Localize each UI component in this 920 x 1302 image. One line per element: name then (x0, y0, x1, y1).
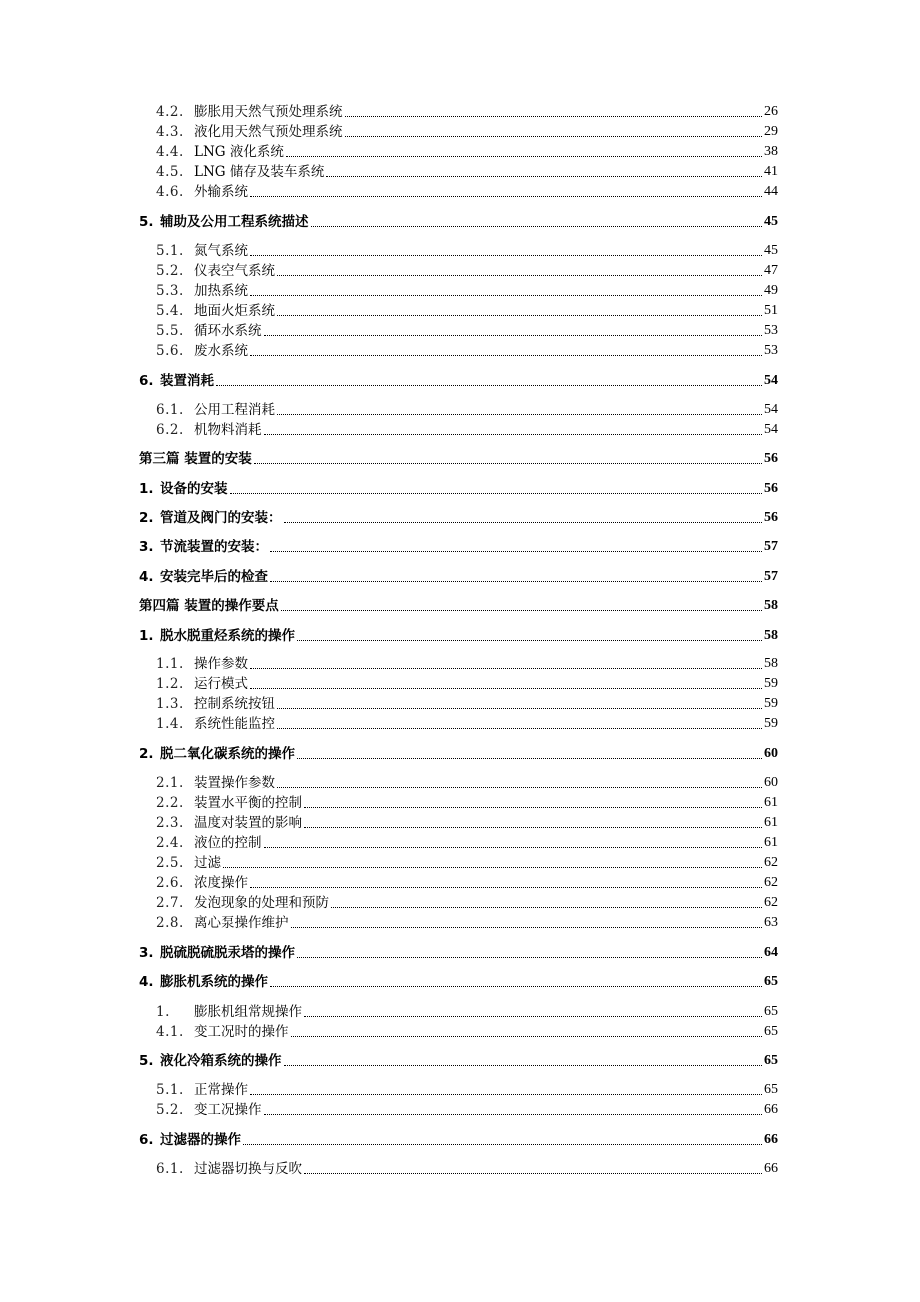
toc-entry[interactable] (0, 853, 920, 873)
toc-dot-leader (291, 1036, 762, 1037)
toc-entry[interactable] (0, 893, 920, 913)
toc-dot-leader (304, 1173, 762, 1174)
toc-entry-number: 4.1. (156, 1024, 184, 1040)
toc-entry-number: 5.2. (156, 1102, 184, 1118)
toc-entry[interactable] (0, 1002, 920, 1022)
toc-entry-number: 4.4. (156, 144, 184, 160)
toc-entry-number: 2.3. (156, 815, 184, 831)
toc-dot-leader (264, 1114, 762, 1115)
toc-entry[interactable] (0, 943, 920, 963)
toc-dot-leader (270, 581, 762, 582)
toc-entry-page-number: 58 (764, 598, 778, 613)
toc-entry-title: 装置消耗 (160, 373, 214, 389)
toc-entry-title: 辅助及公用工程系统描述 (160, 214, 309, 230)
toc-entry-page-number: 54 (764, 422, 778, 437)
toc-entry-title: 过滤器的操作 (160, 1132, 241, 1148)
toc-entry-number: 6.2. (156, 422, 184, 438)
toc-entry-title: 变工况时的操作 (194, 1024, 289, 1040)
toc-entry-title: 机物料消耗 (194, 422, 262, 438)
toc-entry-page-number: 64 (764, 945, 778, 960)
toc-entry[interactable] (0, 567, 920, 587)
toc-entry-page-number: 53 (764, 343, 778, 358)
toc-entry-number: 5. (139, 214, 154, 230)
toc-entry-page-number: 58 (764, 656, 778, 671)
toc-entry[interactable] (0, 773, 920, 793)
toc-entry-title: 节流装置的安装： (160, 539, 268, 555)
toc-dot-leader (291, 927, 762, 928)
toc-entry-number: 5.2. (156, 263, 184, 279)
toc-entry-page-number: 66 (764, 1161, 778, 1176)
toc-entry-number: 4.5. (156, 164, 184, 180)
toc-dot-leader (250, 887, 762, 888)
toc-dot-leader (216, 385, 762, 386)
toc-entry-number: 6. (139, 1132, 154, 1148)
toc-entry-number: 6. (139, 373, 154, 389)
toc-entry[interactable] (0, 913, 920, 933)
toc-dot-leader (277, 414, 762, 415)
toc-entry-page-number: 57 (764, 539, 778, 554)
toc-entry-number: 5.4. (156, 303, 184, 319)
toc-entry-number: 6.1. (156, 402, 184, 418)
toc-entry-number: 5.6. (156, 343, 184, 359)
toc-entry[interactable] (0, 873, 920, 893)
toc-entry-page-number: 63 (764, 915, 778, 930)
toc-entry-number: 5.3. (156, 283, 184, 299)
toc-dot-leader (250, 688, 762, 689)
toc-entry-title: 仪表空气系统 (194, 263, 275, 279)
toc-entry[interactable] (0, 1022, 920, 1042)
toc-entry-page-number: 66 (764, 1132, 778, 1147)
toc-entry-title: 变工况操作 (194, 1102, 262, 1118)
toc-entry-page-number: 45 (764, 214, 778, 229)
toc-entry-title: 废水系统 (194, 343, 248, 359)
toc-dot-leader (326, 176, 762, 177)
toc-dot-leader (277, 728, 762, 729)
toc-entry[interactable] (0, 537, 920, 557)
toc-entry-title: 操作参数 (194, 656, 248, 672)
toc-entry-page-number: 56 (764, 510, 778, 525)
toc-entry-title: 温度对装置的影响 (194, 815, 302, 831)
toc-entry-title: 外输系统 (194, 184, 248, 200)
toc-entry-title: 地面火炬系统 (194, 303, 275, 319)
toc-entry-page-number: 65 (764, 1053, 778, 1068)
toc-dot-leader (304, 1016, 762, 1017)
toc-entry-page-number: 41 (764, 164, 778, 179)
toc-entry[interactable] (0, 1159, 920, 1179)
toc-dot-leader (277, 787, 762, 788)
toc-entry-number: 5.1. (156, 1082, 184, 1098)
toc-dot-leader (304, 807, 762, 808)
toc-entry-title: 膨胀机组常规操作 (194, 1004, 302, 1020)
toc-entry[interactable] (0, 1130, 920, 1150)
toc-entry[interactable] (0, 714, 920, 734)
toc-entry-title: 膨胀用天然气预处理系统 (194, 104, 343, 120)
toc-entry-title: 控制系统按钮 (194, 696, 275, 712)
toc-entry[interactable] (0, 162, 920, 182)
toc-entry-page-number: 54 (764, 373, 778, 388)
toc-entry[interactable] (0, 301, 920, 321)
toc-entry[interactable] (0, 420, 920, 440)
toc-entry-title: 第四篇 装置的操作要点 (139, 598, 279, 614)
toc-entry-title: 正常操作 (194, 1082, 248, 1098)
toc-entry[interactable] (0, 449, 920, 469)
toc-entry-title: 液位的控制 (194, 835, 262, 851)
toc-entry-page-number: 60 (764, 746, 778, 761)
toc-entry-page-number: 59 (764, 696, 778, 711)
toc-entry-title: 加热系统 (194, 283, 248, 299)
toc-entry-page-number: 38 (764, 144, 778, 159)
toc-entry-page-number: 61 (764, 835, 778, 850)
toc-dot-leader (250, 255, 762, 256)
toc-entry-page-number: 62 (764, 875, 778, 890)
toc-entry-number: 4. (139, 569, 154, 585)
toc-entry-number: 2.1. (156, 775, 184, 791)
toc-entry-title: 过滤器切换与反吹 (194, 1161, 302, 1177)
toc-entry-number: 1.2. (156, 676, 184, 692)
toc-entry[interactable] (0, 793, 920, 813)
toc-entry-page-number: 62 (764, 895, 778, 910)
toc-entry-page-number: 61 (764, 815, 778, 830)
toc-entry-page-number: 58 (764, 628, 778, 643)
toc-entry-number: 2. (139, 510, 154, 526)
toc-entry-title: LNG 储存及装车系统 (194, 164, 325, 180)
toc-entry[interactable] (0, 972, 920, 992)
toc-entry[interactable] (0, 142, 920, 162)
toc-entry[interactable] (0, 694, 920, 714)
toc-entry-page-number: 45 (764, 243, 778, 258)
toc-entry-page-number: 49 (764, 283, 778, 298)
toc-entry-number: 5.1. (156, 243, 184, 259)
toc-entry-page-number: 65 (764, 1004, 778, 1019)
toc-entry[interactable] (0, 833, 920, 853)
toc-entry-page-number: 56 (764, 451, 778, 466)
toc-entry-page-number: 65 (764, 974, 778, 989)
toc-dot-leader (270, 551, 762, 552)
toc-entry-title: 装置水平衡的控制 (194, 795, 302, 811)
toc-entry[interactable] (0, 654, 920, 674)
toc-entry[interactable] (0, 479, 920, 499)
toc-entry-page-number: 29 (764, 124, 778, 139)
toc-entry-number: 5. (139, 1053, 154, 1069)
toc-entry[interactable] (0, 341, 920, 361)
toc-dot-leader (281, 610, 762, 611)
toc-entry[interactable] (0, 241, 920, 261)
toc-entry[interactable] (0, 321, 920, 341)
toc-entry-number: 1.3. (156, 696, 184, 712)
toc-entry-page-number: 54 (764, 402, 778, 417)
toc-dot-leader (297, 640, 762, 641)
toc-entry-title: 浓度操作 (194, 875, 248, 891)
toc-dot-leader (264, 847, 762, 848)
toc-entry-title: 膨胀机系统的操作 (160, 974, 268, 990)
toc-entry-page-number: 47 (764, 263, 778, 278)
toc-entry[interactable] (0, 102, 920, 122)
toc-entry-page-number: 26 (764, 104, 778, 119)
toc-entry-number: 6.1. (156, 1161, 184, 1177)
toc-entry[interactable] (0, 1051, 920, 1071)
toc-entry-title: 安装完毕后的检查 (160, 569, 268, 585)
toc-entry-number: 2.5. (156, 855, 184, 871)
toc-dot-leader (250, 668, 762, 669)
toc-entry-number: 2.4. (156, 835, 184, 851)
toc-dot-leader (243, 1144, 762, 1145)
toc-entry[interactable] (0, 281, 920, 301)
toc-entry-title: 管道及阀门的安装： (160, 510, 282, 526)
toc-entry-page-number: 53 (764, 323, 778, 338)
toc-dot-leader (277, 708, 762, 709)
toc-dot-leader (304, 827, 762, 828)
toc-dot-leader (264, 434, 762, 435)
toc-dot-leader (297, 957, 762, 958)
toc-entry[interactable] (0, 674, 920, 694)
toc-entry-number: 4. (139, 974, 154, 990)
toc-dot-leader (277, 275, 762, 276)
toc-entry-page-number: 61 (764, 795, 778, 810)
toc-entry-title: 发泡现象的处理和预防 (194, 895, 329, 911)
toc-dot-leader (230, 493, 762, 494)
toc-dot-leader (286, 156, 762, 157)
toc-entry-number: 4.3. (156, 124, 184, 140)
toc-entry-title: 液化冷箱系统的操作 (160, 1053, 282, 1069)
toc-entry-page-number: 66 (764, 1102, 778, 1117)
toc-entry-title: 离心泵操作维护 (194, 915, 289, 931)
toc-entry-page-number: 62 (764, 855, 778, 870)
toc-entry[interactable] (0, 212, 920, 232)
toc-dot-leader (254, 463, 762, 464)
toc-entry[interactable] (0, 744, 920, 764)
toc-entry[interactable] (0, 400, 920, 420)
toc-entry-title: 过滤 (194, 855, 221, 871)
toc-entry-number: 3. (139, 539, 154, 555)
toc-dot-leader (297, 758, 762, 759)
toc-entry[interactable] (0, 1080, 920, 1100)
toc-dot-leader (284, 522, 762, 523)
toc-entry[interactable] (0, 813, 920, 833)
toc-entry-title: 氮气系统 (194, 243, 248, 259)
toc-entry-number: 3. (139, 945, 154, 961)
toc-entry[interactable] (0, 1100, 920, 1120)
toc-entry-title: LNG 液化系统 (194, 144, 284, 160)
toc-entry-number: 4.6. (156, 184, 184, 200)
toc-dot-leader (264, 335, 762, 336)
toc-dot-leader (270, 986, 762, 987)
toc-entry[interactable] (0, 371, 920, 391)
toc-entry-number: 1.1. (156, 656, 184, 672)
toc-dot-leader (284, 1065, 762, 1066)
toc-dot-leader (311, 226, 762, 227)
toc-entry-number: 1.4. (156, 716, 184, 732)
toc-dot-leader (331, 907, 762, 908)
toc-entry-title: 循环水系统 (194, 323, 262, 339)
toc-entry-title: 系统性能监控 (194, 716, 275, 732)
toc-entry-title: 运行模式 (194, 676, 248, 692)
toc-entry-title: 液化用天然气预处理系统 (194, 124, 343, 140)
toc-entry-page-number: 65 (764, 1082, 778, 1097)
toc-entry-number: 5.5. (156, 323, 184, 339)
toc-entry-page-number: 60 (764, 775, 778, 790)
toc-entry[interactable] (0, 626, 920, 646)
toc-entry-page-number: 59 (764, 716, 778, 731)
toc-entry-page-number: 51 (764, 303, 778, 318)
toc-entry-page-number: 57 (764, 569, 778, 584)
toc-dot-leader (250, 1094, 762, 1095)
toc-entry-title: 第三篇 装置的安装 (139, 451, 252, 467)
toc-entry-title: 脱硫脱硫脱汞塔的操作 (160, 945, 295, 961)
toc-entry-page-number: 59 (764, 676, 778, 691)
toc-entry-number: 2. (139, 746, 154, 762)
toc-entry-title: 设备的安装 (160, 481, 228, 497)
toc-entry-number: 1. (139, 481, 154, 497)
toc-entry-number: 4.2. (156, 104, 184, 120)
toc-entry[interactable] (0, 261, 920, 281)
toc-dot-leader (250, 196, 762, 197)
toc-entry-number: 2.6. (156, 875, 184, 891)
toc-entry-number: 1. (156, 1004, 170, 1020)
toc-entry-page-number: 56 (764, 481, 778, 496)
toc-dot-leader (250, 295, 762, 296)
toc-entry-number: 2.2. (156, 795, 184, 811)
toc-dot-leader (345, 116, 762, 117)
toc-dot-leader (345, 136, 762, 137)
toc-entry-page-number: 44 (764, 184, 778, 199)
toc-entry-number: 2.8. (156, 915, 184, 931)
toc-entry-number: 1. (139, 628, 154, 644)
toc-entry-number: 2.7. (156, 895, 184, 911)
toc-dot-leader (277, 315, 762, 316)
toc-entry[interactable] (0, 596, 920, 616)
toc-dot-leader (223, 867, 762, 868)
toc-entry[interactable] (0, 508, 920, 528)
toc-dot-leader (250, 355, 762, 356)
toc-entry[interactable] (0, 182, 920, 202)
toc-entry-title: 脱水脱重烃系统的操作 (160, 628, 295, 644)
toc-entry-page-number: 65 (764, 1024, 778, 1039)
toc-entry-title: 装置操作参数 (194, 775, 275, 791)
toc-entry[interactable] (0, 122, 920, 142)
toc-entry-title: 脱二氧化碳系统的操作 (160, 746, 295, 762)
toc-entry-title: 公用工程消耗 (194, 402, 275, 418)
